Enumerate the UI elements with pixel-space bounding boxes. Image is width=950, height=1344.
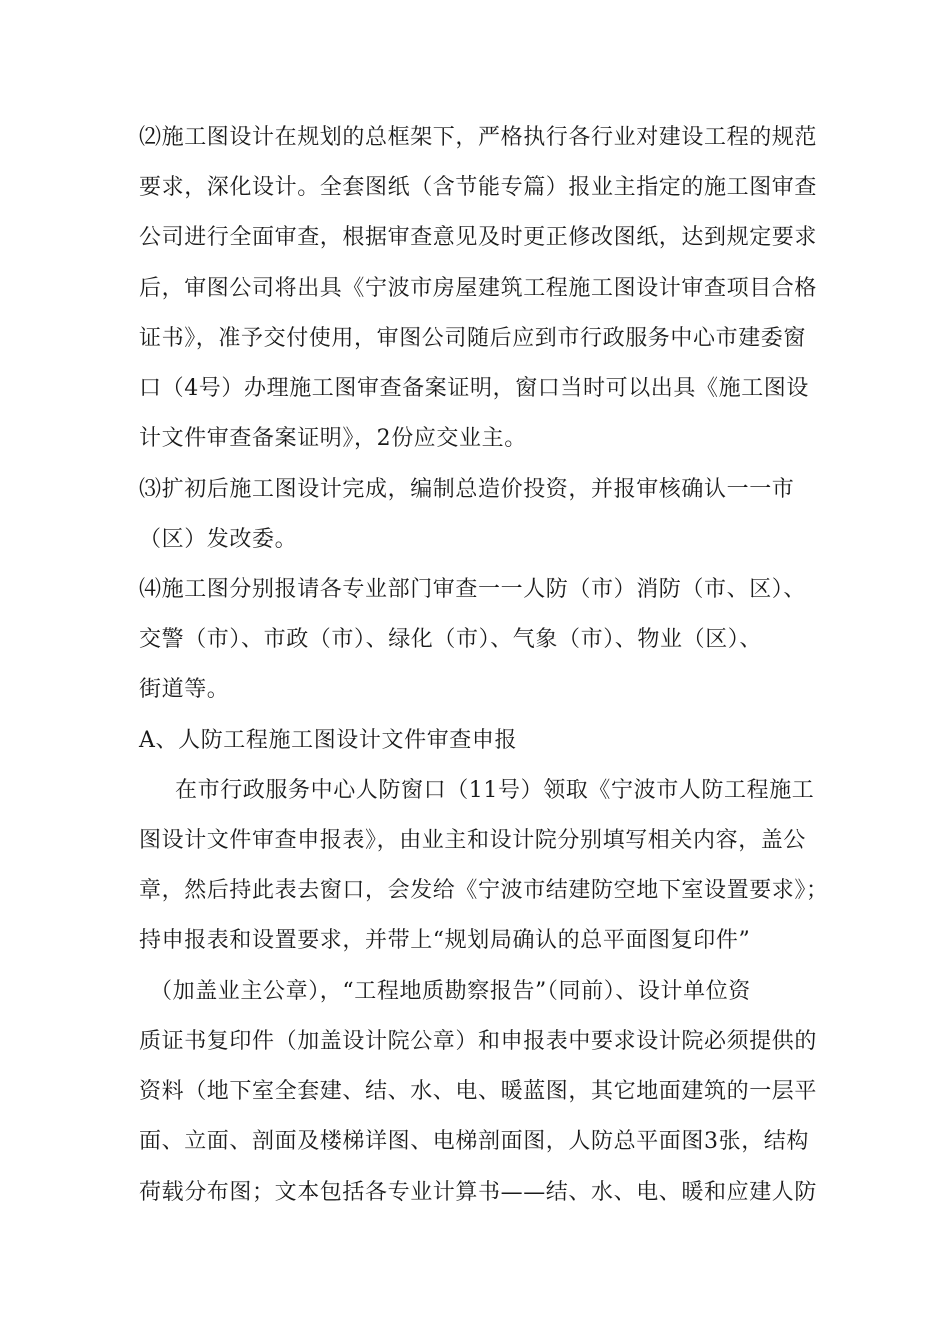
paragraph-line-9: （区）发改委。: [139, 527, 298, 552]
paragraph-line-22: 荷载分布图；文本包括各专业计算书——结、水、电、暖和应建人防: [139, 1180, 818, 1205]
paragraph-line-6: 口（4号）办理施工图审查备案证明，窗口当时可以出具《施工图设: [139, 376, 809, 401]
paragraph-line-21: 面、立面、剖面及楼梯详图、电梯剖面图，人防总平面图3张，结构: [139, 1129, 809, 1154]
paragraph-line-2: 要求，深化设计。全套图纸（含节能专篇）报业主指定的施工图审查: [139, 175, 818, 200]
paragraph-line-4: 后，审图公司将出具《宁波市房屋建筑工程施工图设计审查项目合格: [139, 276, 818, 301]
paragraph-line-8: ⑶扩初后施工图设计完成，编制总造价投资，并报审核确认一一市: [139, 477, 795, 502]
section-heading: A、人防工程施工图设计文件审查申报: [139, 728, 518, 753]
paragraph-line-11: 交警（市）、市政（市）、绿化（市）、气象（市）、物业（区）、: [139, 627, 763, 652]
paragraph-line-17: 持申报表和设置要求，并带上“规划局确认的总平面图复印件”: [139, 928, 751, 953]
paragraph-line-18: （加盖业主公章），“工程地质勘察报告”（同前）、设计单位资: [150, 979, 751, 1004]
paragraph-line-3: 公司进行全面审查，根据审查意见及时更正修改图纸，达到规定要求: [139, 225, 818, 250]
paragraph-line-5: 证书》，准予交付使用，审图公司随后应到市行政服务中心市建委窗: [139, 326, 807, 351]
paragraph-line-16: 章，然后持此表去窗口，会发给《宁波市结建防空地下室设置要求》；: [139, 878, 829, 903]
paragraph-line-12: 街道等。: [139, 677, 230, 702]
paragraph-line-14: 在市行政服务中心人防窗口（11号）领取《宁波市人防工程施工: [175, 778, 815, 803]
paragraph-line-19: 质证书复印件（加盖设计院公章）和申报表中要求设计院必须提供的: [139, 1029, 818, 1054]
paragraph-line-7: 计文件审查备案证明》，2份应交业主。: [139, 426, 527, 451]
paragraph-line-20: 资料（地下室全套建、结、水、电、暖蓝图，其它地面建筑的一层平: [139, 1079, 818, 1104]
paragraph-line-1: ⑵施工图设计在规划的总框架下，严格执行各行业对建设工程的规范: [139, 125, 818, 150]
paragraph-line-10: ⑷施工图分别报请各专业部门审查一一人防（市）消防（市、区）、: [139, 577, 807, 602]
paragraph-line-15: 图设计文件审查申报表》，由业主和设计院分别填写相关内容，盖公: [139, 828, 807, 853]
